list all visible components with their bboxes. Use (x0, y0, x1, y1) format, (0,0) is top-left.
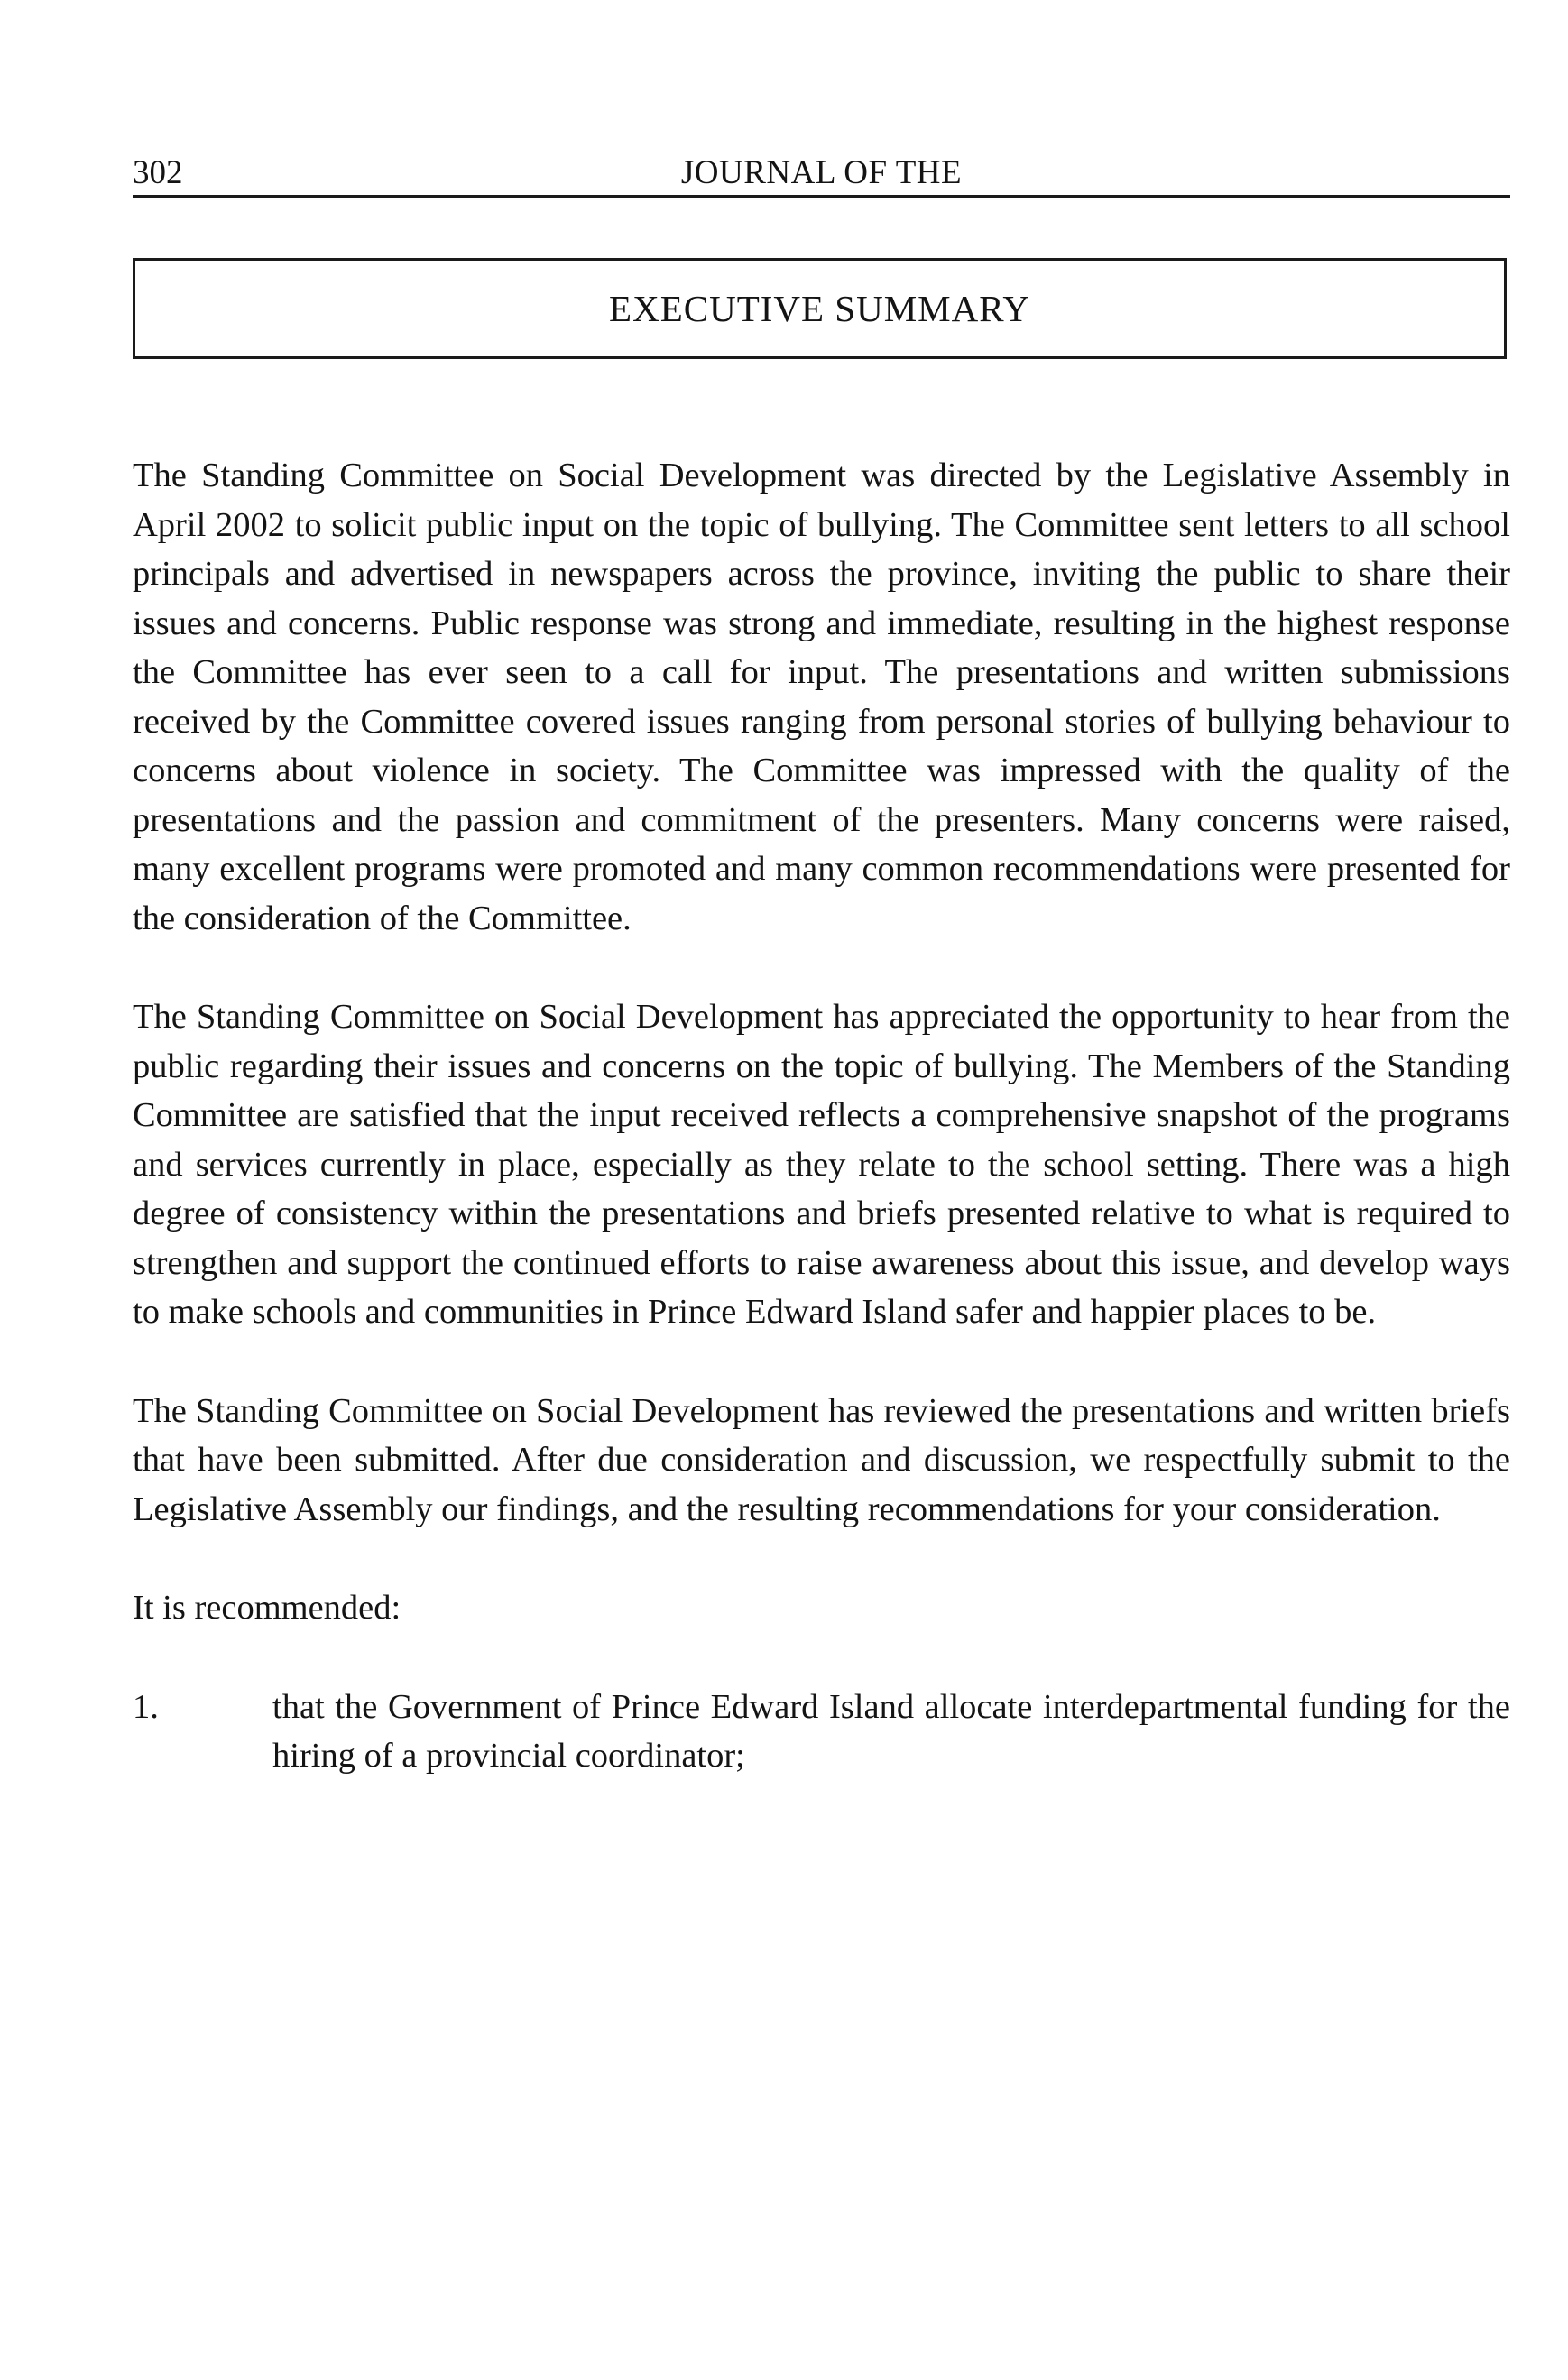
recommendations-lead: It is recommended: (133, 1589, 401, 1627)
running-header (133, 153, 1510, 198)
paragraph-1: The Standing Committee on Social Development was directed by the Legislative Assembly in April 2002 to solicit public input on the topic of bullying. The Committee sent letters to all school principals and advertised in newspapers across the province, inviting the public to share their issues and concerns. Public response was strong and immediate, resulting in the highest response the Committee has ever seen to a call for input. The presentations and written submissions received by the Committee covered issues ranging from personal stories of bullying behaviour to concerns about violence in society. The Committee was impressed with the quality of the presentations and the passion and commitment of the presenters. Many concerns were raised, many excellent programs were promoted and many common recommendations were presented for the consideration of the Committee. (133, 457, 1510, 937)
paragraph-3: The Standing Committee on Social Development has reviewed the presentations and written briefs that have been submitted. After due consideration and discussion, we respectfully submit to the Legislative Assembly our findings, and the resulting recommendations for your consideration. (133, 1391, 1510, 1528)
paragraph-2: The Standing Committee on Social Development has appreciated the opportunity to hear from the public regarding their issues and concerns on the topic of bullying. The Members of the Standing Committee are satisfied that the input received reflects a comprehensive snapshot of the programs and services currently in place, especially as they relate to the school setting. There was a high degree of consistency within the presentations and briefs presented relative to what is required to strengthen and support the continued efforts to raise awareness about this issue, and develop ways to make schools and communities in Prince Edward Island safer and happier places to be. (133, 998, 1510, 1331)
recommendation-number: 1. (133, 1687, 159, 1726)
section-title-box (133, 258, 1507, 359)
recommendation-item (133, 1683, 1510, 1781)
running-head: JOURNAL OF THE (680, 154, 963, 191)
body-content (133, 451, 1510, 1781)
section-title: EXECUTIVE SUMMARY (609, 288, 1030, 329)
page-number: 302 (133, 154, 183, 191)
recommendation-text: that the Government of Prince Edward Island allocate interdepartmental funding for the hiring of a provincial coordinator; (272, 1687, 1510, 1775)
